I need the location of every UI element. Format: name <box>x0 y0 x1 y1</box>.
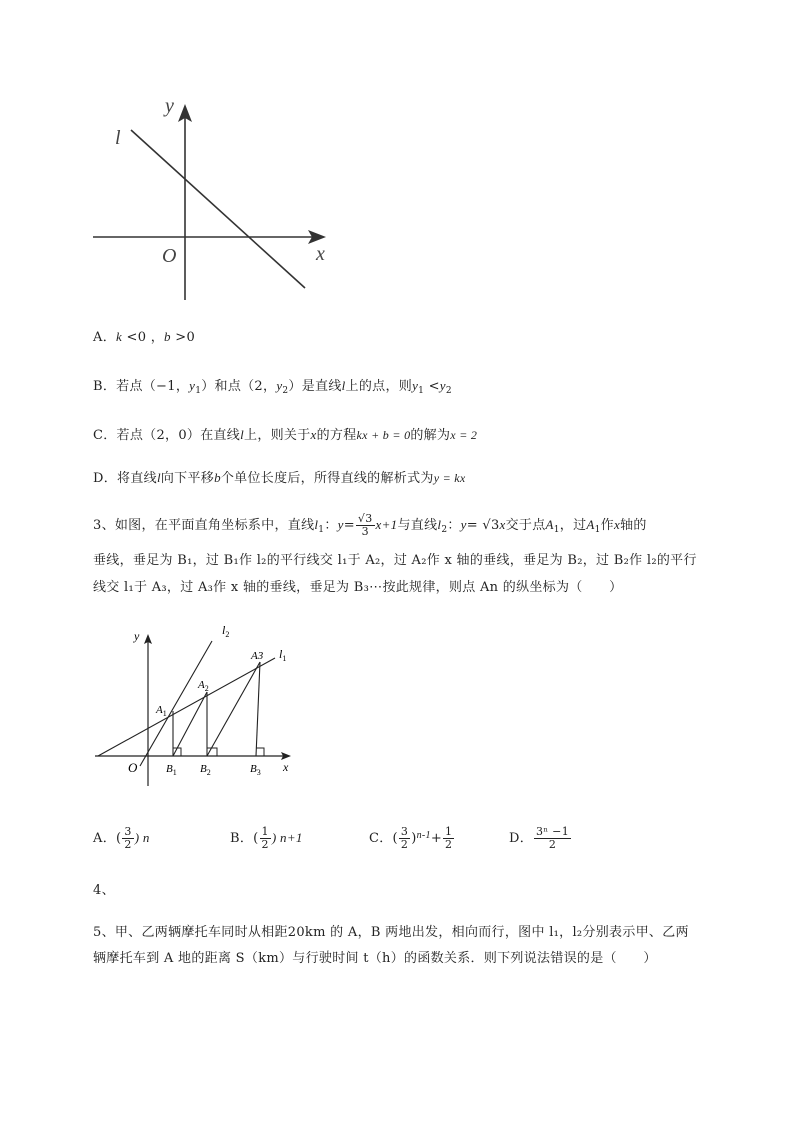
fig2-label-a1: $A_1$ <box>156 704 167 718</box>
figure-2-coordinate-graph <box>90 618 305 788</box>
fig2-line-l1 <box>98 658 275 756</box>
q2-option-b: B．若点（−1，$y_1$）和点（2，$y_2$）是直线l上的点，则$y_1 <y_2$ <box>93 378 452 396</box>
fig2-label-y: y <box>134 629 140 643</box>
fig2-right-angle-b3 <box>256 748 264 756</box>
fig1-line-l <box>131 130 305 288</box>
q3-option-a: A．( $\frac{3}{2}$ ) n <box>93 825 150 851</box>
fig2-parallel-b1a2 <box>173 692 207 756</box>
fig1-label-o: O <box>162 245 177 267</box>
fig2-label-o: O <box>128 760 138 775</box>
q3-option-b: B．( $\frac{1}{2}$ ) n+1 <box>230 825 303 851</box>
fig2-label-l1: $l_1$ <box>279 647 287 663</box>
fig2-perp-a3b3 <box>256 662 260 756</box>
q3-fraction: $\frac{√3}{3}$ <box>357 512 373 538</box>
q5-line-1: 5、甲、乙两辆摩托车同时从相距20km 的 A，B 两地出发，相向而行，图中 l₁，l₂分别表示甲、乙两 <box>93 925 689 940</box>
q5-line-2: 辆摩托车到 A 地的距离 S（km）与行驶时间 t（h）的函数关系．则下列说法错误的是（ ） <box>93 951 657 966</box>
fig2-label-b3: $B_3$ <box>250 763 261 777</box>
fig2-right-angle-b2 <box>207 748 217 756</box>
fig2-label-a3: A3 <box>251 650 264 662</box>
figure-1-line-graph <box>88 92 338 307</box>
q2-option-c: C．若点（2，0）在直线l上，则关于x的方程kx + b = 0的解为x = 2 <box>93 427 478 443</box>
fig2-label-a2: $A_2$ <box>198 679 209 693</box>
q2-option-a: A．k <0 ，b >0 <box>93 329 196 345</box>
fig2-label-l2: $l_2$ <box>222 623 230 639</box>
fig2-label-b2: $B_2$ <box>200 763 211 777</box>
fig2-label-b1: $B_1$ <box>166 763 177 777</box>
fig2-label-x: x <box>283 760 289 774</box>
fig1-label-x: x <box>316 243 325 265</box>
fig1-label-l: l <box>115 127 121 149</box>
q3-line-1: 3、如图，在平面直角坐标系中，直线$l_1$：y= $\frac{√3}{3}$ x+1与直线$l_2$：y= √3x交于点$A_1$，过$A_1$作x轴的 <box>93 512 647 538</box>
fig2-parallel-b2a3 <box>207 662 260 756</box>
fig1-label-y: y <box>165 95 174 117</box>
q3-line-2: 垂线，垂足为 B₁，过 B₁作 l₂的平行线交 l₁于 A₂，过 A₂作 x 轴的垂线，垂足为 B₂，过 B₂作 l₂的平行 <box>93 553 697 568</box>
q4-heading: 4、 <box>93 883 115 898</box>
q3-option-d: D． $\frac{\text{3ⁿ −1}}{2}$ <box>509 825 570 851</box>
q3-line-3: 线交 l₁于 A₃，过 A₃作 x 轴的垂线，垂足为 B₃⋯按此规律，则点 An 的纵坐标为（ ） <box>93 580 623 595</box>
q2-option-d: D．将直线l向下平移b个单位长度后，所得直线的解析式为y = kx <box>93 470 466 486</box>
q3-option-c: C．( $\frac{3}{2}$ )$^{n-1}$+ $\frac{1}{2}$ <box>369 825 453 851</box>
